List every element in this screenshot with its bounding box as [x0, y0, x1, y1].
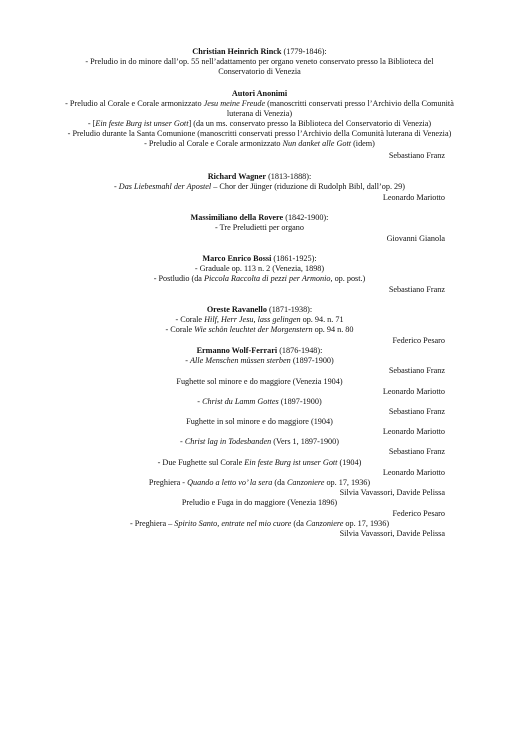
text-segment: (da	[272, 478, 287, 487]
work-title: Wie schön leuchtet der Morgenstern	[194, 325, 313, 334]
program-line	[0, 356, 519, 366]
program-line	[0, 99, 519, 109]
work-title: Ein feste Burg ist unser Gott	[244, 458, 338, 467]
text-segment: (manoscritti conservati presso l’Archivio della Comunità	[265, 99, 454, 108]
program-line	[0, 397, 519, 407]
work-title: Spirito Santo, entrate nel mio cuore	[174, 519, 292, 528]
text-segment: (1897-1900)	[290, 356, 334, 365]
text-segment: (da	[291, 519, 306, 528]
text-segment: - Corale	[165, 325, 195, 334]
text-segment: - Corale	[175, 315, 205, 324]
text-segment: Sebastiano Franz	[388, 151, 445, 160]
text-segment: Sebastiano Franz	[388, 407, 445, 416]
performer-line	[383, 427, 445, 437]
work-title: Nun danket alle Gott	[282, 139, 352, 148]
performer-line	[383, 468, 445, 478]
program-line	[0, 213, 519, 223]
performer-line	[392, 509, 445, 519]
text-segment: luterana di Venezia)	[226, 109, 293, 118]
text-segment: (1904)	[337, 458, 362, 467]
program-line	[0, 437, 519, 447]
composer-name: Ermanno Wolf-Ferrari	[196, 346, 278, 355]
composer-name: Christian Heinrich Rinck	[192, 47, 282, 56]
program-line	[0, 458, 519, 468]
text-segment: - Preludio al Corale e Corale armonizzato	[65, 99, 204, 108]
text-segment: Preludio e Fuga in do maggiore (Venezia 1896)	[181, 498, 338, 507]
text-segment: Fughette sol minore e do maggiore (Venezia 1904)	[176, 377, 343, 386]
text-segment: Sebastiano Franz	[388, 447, 445, 456]
composer-name: Marco Enrico Bossi	[202, 254, 272, 263]
work-title: Canzoniere	[286, 478, 325, 487]
performer-line	[387, 234, 445, 244]
program-line	[0, 254, 519, 264]
program-line	[0, 264, 519, 274]
performer-line	[383, 387, 445, 397]
performer-line	[383, 193, 445, 203]
text-segment: (1897-1900)	[278, 397, 322, 406]
work-title: Jesu meine Freude	[203, 99, 266, 108]
program-line	[0, 119, 519, 129]
text-segment: (1813-1888):	[266, 172, 312, 181]
text-segment: op. 94. n. 71	[300, 315, 344, 324]
text-segment: - Preludio al Corale e Corale armonizzato	[144, 139, 283, 148]
text-segment: Conservatorio di Venezia	[218, 67, 301, 76]
composer-name: Autori Anonimi	[231, 89, 288, 98]
text-segment: (idem)	[351, 139, 375, 148]
program-line	[0, 325, 519, 335]
work-title: Das Liebesmahl der Apostel	[118, 182, 212, 191]
work-title: Hilf, Herr Jesu, lass gelingen	[204, 315, 301, 324]
composer-name: Richard Wagner	[207, 172, 267, 181]
text-segment: Leonardo Mariotto	[382, 427, 445, 436]
text-segment: - Due Fughette sul Corale	[157, 458, 245, 467]
text-segment: Leonardo Mariotto	[382, 468, 445, 477]
program-line	[0, 129, 519, 139]
program-line	[0, 57, 519, 67]
program-line	[0, 417, 519, 427]
program-line	[0, 478, 519, 488]
performer-line	[389, 151, 445, 161]
work-title: Alle Menschen müssen sterben	[190, 356, 291, 365]
text-segment: op. 94 n. 80	[312, 325, 354, 334]
program-line	[0, 315, 519, 325]
program-line	[0, 377, 519, 387]
text-segment: – Chor der Jünger (riduzione di Rudolph Bibl, dall’op. 29)	[211, 182, 405, 191]
text-segment: -	[114, 182, 119, 191]
text-segment: (1876-1948):	[277, 346, 323, 355]
text-segment: (Vers 1, 1897-1900)	[271, 437, 339, 446]
text-segment: -	[180, 437, 185, 446]
performer-line	[389, 285, 445, 295]
work-title: Christ du Lamm Gottes	[202, 397, 279, 406]
program-line	[0, 67, 519, 77]
text-segment: (1842-1900):	[283, 213, 329, 222]
text-segment: op. 17, 1936)	[343, 519, 390, 528]
text-segment: (1779-1846):	[281, 47, 327, 56]
text-segment: Federico Pesaro	[392, 336, 445, 345]
text-segment: ] (da un ms. conservato presso la Biblioteca del Conservatorio di Venezia)	[188, 119, 432, 128]
text-segment: - Preludio in do minore dall’op. 55 nell’adattamento per organo veneto conservato presso la Biblioteca del	[85, 57, 434, 66]
work-title: Piccola Raccolta di pezzi per Armonio	[203, 274, 331, 283]
text-segment: - Preludio durante la Santa Comunione (manoscritti conservati presso l’Archivio della Comunità luterana di Venezia)	[67, 129, 452, 138]
program-line	[0, 182, 519, 192]
performer-line	[392, 336, 445, 346]
program-line	[0, 274, 519, 284]
text-segment: Fughette in sol minore e do maggiore (1904)	[186, 417, 333, 426]
composer-name: Massimiliano della Rovere	[190, 213, 284, 222]
text-segment: (1861-1925):	[271, 254, 317, 263]
text-segment: - Preghiera –	[129, 519, 175, 528]
text-segment: Leonardo Mariotto	[382, 193, 445, 202]
program-line	[0, 346, 519, 356]
performer-line	[389, 366, 445, 376]
program-line	[0, 172, 519, 182]
text-segment: Federico Pesaro	[392, 509, 445, 518]
program-line	[0, 139, 519, 149]
text-segment: -	[197, 397, 203, 406]
program-line	[0, 89, 519, 99]
program-line	[0, 109, 519, 119]
program-line	[0, 305, 519, 315]
text-segment: Sebastiano Franz	[388, 285, 445, 294]
work-title: Canzoniere	[305, 519, 344, 528]
text-segment: - Graduale op. 113 n. 2 (Venezia, 1898)	[194, 264, 325, 273]
text-segment: - [	[87, 119, 96, 128]
program-line	[0, 223, 519, 233]
composer-name: Oreste Ravanello	[206, 305, 267, 314]
text-segment: Sebastiano Franz	[388, 366, 445, 375]
text-segment: Silvia Vavassori, Davide Pelissa	[339, 488, 445, 497]
performer-line	[340, 488, 445, 498]
text-segment: - Tre Preludietti per organo	[215, 223, 304, 232]
text-segment: (1871-1938):	[266, 305, 313, 314]
text-segment: Giovanni Gianola	[386, 234, 445, 243]
work-title: Christ lag in Todesbanden	[184, 437, 272, 446]
program-line	[0, 498, 519, 508]
text-segment: - Postludio (da	[153, 274, 204, 283]
text-segment: op. 17, 1936)	[324, 478, 371, 487]
work-title: Quando a letto vo’ la sera	[187, 478, 273, 487]
text-segment: Preghiera -	[148, 478, 188, 487]
program-line	[0, 47, 519, 57]
text-segment: , op. post.)	[330, 274, 366, 283]
work-title: Ein feste Burg ist unser Gott	[95, 119, 189, 128]
text-segment: -	[185, 356, 191, 365]
performer-line	[389, 407, 445, 417]
performer-line	[340, 529, 445, 539]
performer-line	[389, 447, 445, 457]
text-segment: Leonardo Mariotto	[382, 387, 445, 396]
text-segment: Silvia Vavassori, Davide Pelissa	[339, 529, 445, 538]
program-line	[0, 519, 519, 529]
